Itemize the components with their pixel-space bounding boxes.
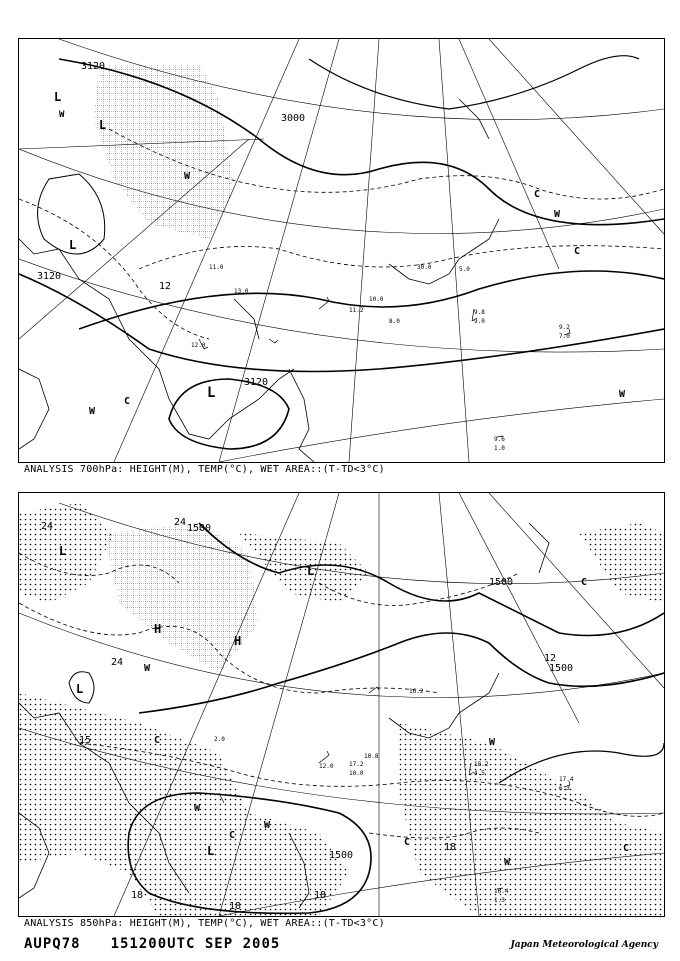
contour-label: 18 [314, 890, 327, 901]
pressure-center-label: W [59, 110, 65, 120]
pressure-center-label: L [307, 564, 315, 578]
station-value: 12.0 [319, 763, 334, 770]
pressure-center-label: C [534, 189, 541, 200]
contour-label: 12 [159, 281, 172, 292]
pressure-center-label: C [574, 246, 581, 257]
contour-label: 18 [229, 901, 242, 912]
pressure-center-label: L [76, 682, 84, 696]
station-value: 8.0 [389, 318, 400, 325]
panel-caption-700hpa: ANALYSIS 700hPa: HEIGHT(M), TEMP(°C), WET AREA::(T-TD<3°C) [24, 464, 385, 475]
pressure-center-label: W [194, 803, 201, 814]
station-value: 17.4 [559, 776, 574, 783]
station-value: 1.3 [494, 897, 505, 904]
pressure-center-label: C [154, 735, 161, 746]
pressure-center-label: C [124, 396, 131, 407]
chart-id: AUPQ78 [24, 936, 81, 952]
station-value: 13.0 [234, 288, 249, 295]
pressure-center-label: L [207, 385, 216, 401]
contour-label: 1500 [329, 850, 354, 861]
contour-label: 1500 [489, 577, 514, 588]
map-700hpa-svg [19, 39, 664, 462]
agency-credit: Japan Meteorological Agency [510, 940, 658, 950]
pressure-center-label: H [234, 634, 242, 648]
station-value: 1.0 [494, 445, 505, 452]
station-value: 4.5 [474, 770, 485, 777]
station-value: 2.0 [214, 736, 225, 743]
contour-label: 1500 [549, 663, 574, 674]
contour-label: 15 [79, 735, 92, 746]
pressure-center-label: W [144, 663, 151, 674]
station-value: 11.0 [209, 264, 224, 271]
station-value: 6.3 [559, 785, 570, 792]
map-850hpa-svg [19, 493, 664, 916]
pressure-center-label: W [619, 389, 626, 400]
station-value: 9.2 [559, 324, 570, 331]
station-value: 12.0 [191, 342, 206, 349]
contour-label: 24 [41, 521, 54, 532]
station-value: 16.4 [494, 888, 509, 895]
station-value: 18.2 [474, 761, 489, 768]
station-value: 9.8 [474, 309, 485, 316]
station-plots [191, 264, 570, 452]
pressure-center-label: C [623, 843, 630, 854]
pressure-center-label: W [89, 406, 96, 417]
station-value: 5.0 [459, 266, 470, 273]
station-value: 9.0 [474, 318, 485, 325]
pressure-center-label: C [581, 577, 588, 588]
station-value: 9.6 [494, 436, 505, 443]
pressure-center-label: W [504, 857, 511, 868]
pressure-center-label: W [184, 171, 191, 182]
contour-label: 24 [174, 517, 187, 528]
pressure-center-label: W [489, 737, 496, 748]
pressure-center-label: W [554, 209, 561, 220]
map-panel-850hpa [18, 492, 665, 917]
pressure-center-label: W [264, 820, 271, 831]
contour-label: 18 [444, 842, 457, 853]
station-value: 16.2 [409, 688, 424, 695]
pressure-center-label: C [404, 837, 411, 848]
contour-label: 3120 [244, 377, 269, 388]
pressure-center-label: H [154, 622, 162, 636]
contour-label: 18 [131, 890, 144, 901]
pressure-center-label: L [207, 844, 215, 858]
contour-label: 12 [544, 653, 557, 664]
station-value: 30.0 [417, 264, 432, 271]
station-value: 10.0 [369, 296, 384, 303]
contour-label: 3120 [81, 61, 106, 72]
map-panel-700hpa [18, 38, 665, 463]
pressure-center-label: L [59, 544, 67, 558]
wind-barbs [199, 297, 570, 437]
station-value: 10.8 [364, 753, 379, 760]
station-value: 11.2 [349, 307, 364, 314]
chart-identifier [24, 936, 280, 952]
valid-time: 151200UTC SEP 2005 [110, 936, 281, 952]
pressure-center-label: L [69, 238, 77, 252]
station-value: 10.0 [349, 770, 364, 777]
contour-label: 3000 [281, 113, 306, 124]
pressure-center-label: L [99, 118, 107, 132]
contour-label: 24 [111, 657, 124, 668]
station-value: 17.2 [349, 761, 364, 768]
pressure-center-label: L [54, 90, 62, 104]
pressure-center-label: C [229, 830, 236, 841]
contour-label: 1500 [187, 523, 212, 534]
panel-caption-850hpa: ANALYSIS 850hPa: HEIGHT(M), TEMP(°C), WET AREA::(T-TD<3°C) [24, 918, 385, 929]
station-value: 7.0 [559, 333, 570, 340]
contour-label: 3120 [37, 271, 62, 282]
